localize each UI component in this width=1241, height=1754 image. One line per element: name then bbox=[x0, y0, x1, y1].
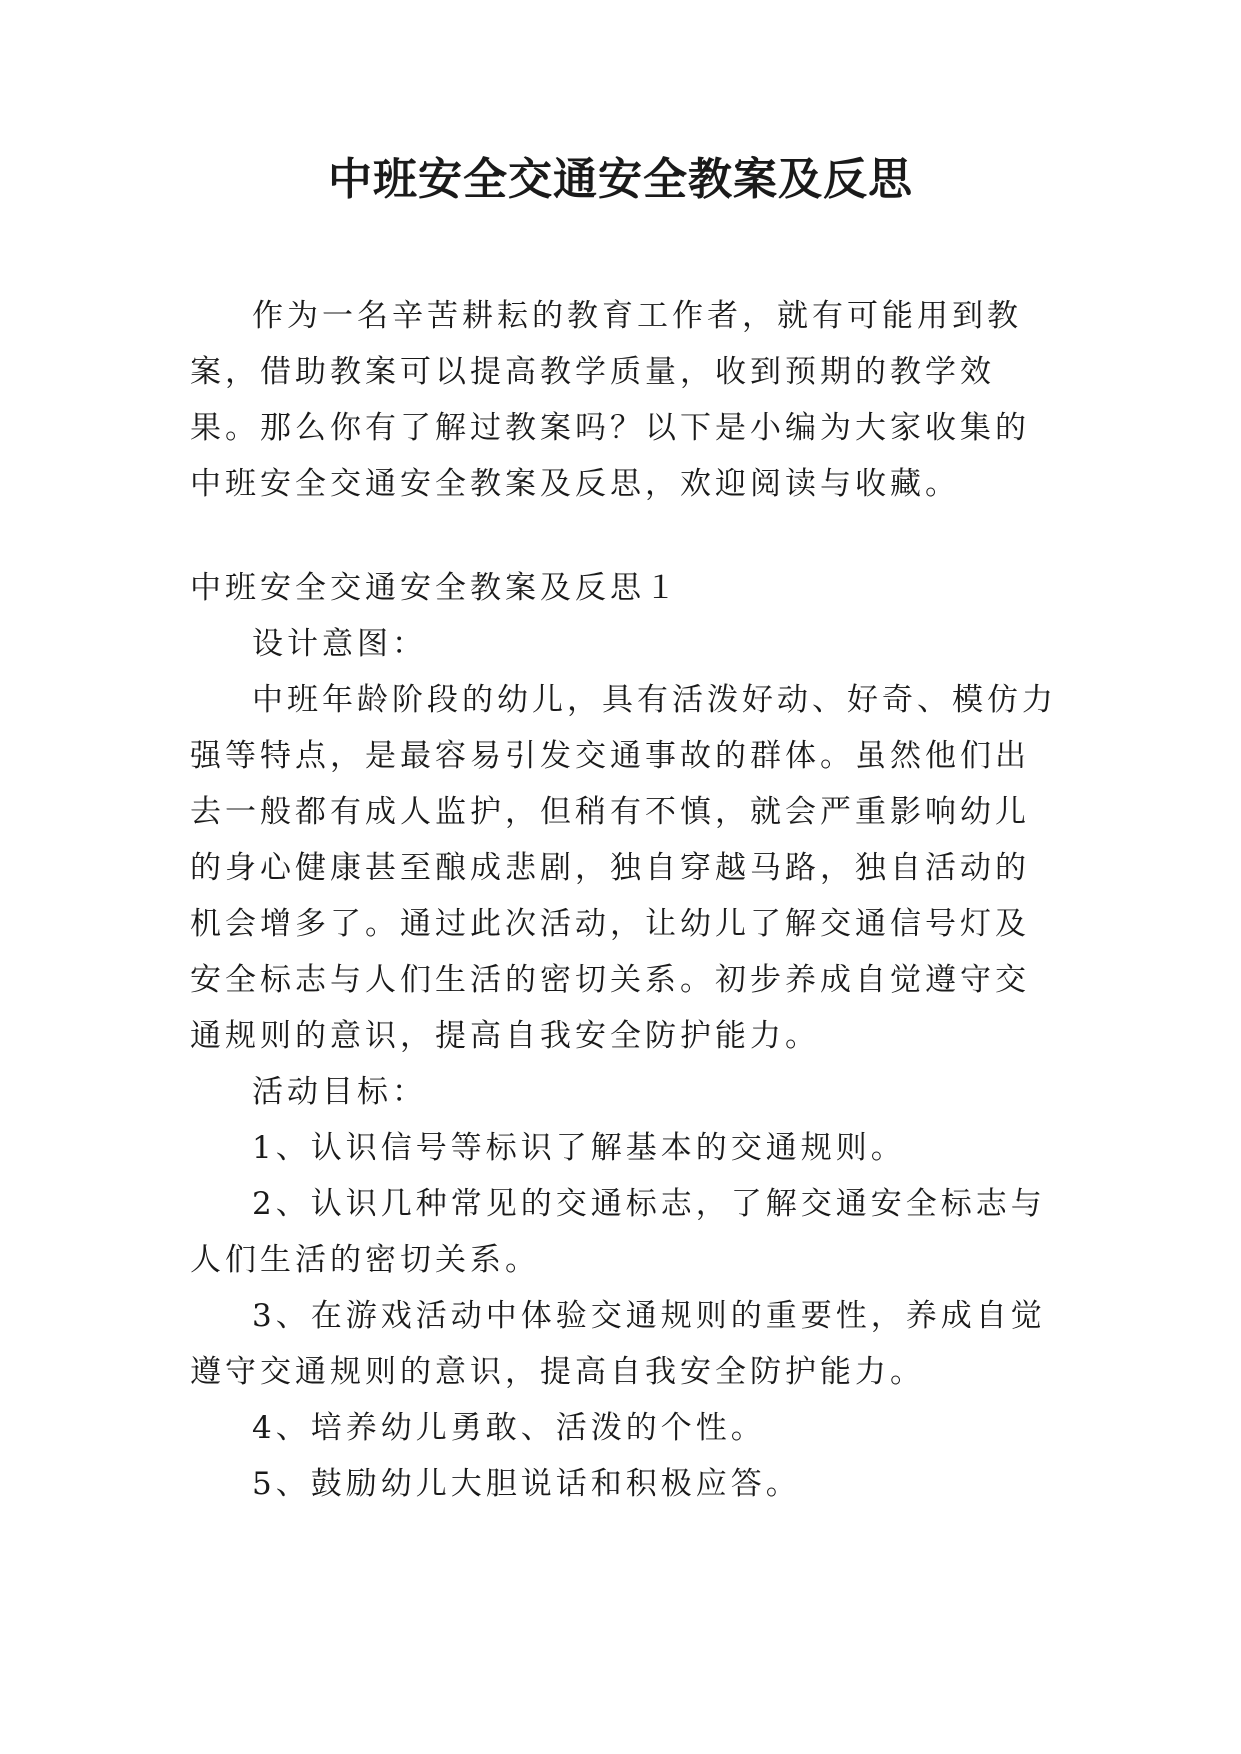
paragraph-gap bbox=[190, 512, 1058, 560]
goal-item-3: 3、在游戏活动中体验交通规则的重要性，养成自觉遵守交通规则的意识，提高自我安全防护能力。 bbox=[190, 1298, 1046, 1390]
design-intent-paragraph: 中班年龄阶段的幼儿，具有活泼好动、好奇、模仿力强等特点，是最容易引发交通事故的群体。虽然他们出去一般都有成人监护，但稍有不慎，就会严重影响幼儿的身心健康甚至酿成悲剧，独自穿越马路，独自活动的机会增多了。通过此次活动，让幼儿了解交通信号灯及安全标志与人们生活的密切关系。初步养成自觉遵守交通规则的意识，提高自我安全防护能力。 bbox=[190, 682, 1057, 1054]
intro-paragraph: 作为一名辛苦耕耘的教育工作者，就有可能用到教案，借助教案可以提高教学质量，收到预期的教学效果。那么你有了解过教案吗？以下是小编为大家收集的中班安全交通安全教案及反思，欢迎阅读与收藏。 bbox=[190, 298, 1030, 502]
design-intent-label: 设计意图： bbox=[252, 626, 427, 662]
document-body bbox=[190, 288, 1058, 1512]
document-title: 中班安全交通安全教案及反思 bbox=[328, 154, 913, 205]
goal-item-5: 5、鼓励幼儿大胆说话和积极应答。 bbox=[252, 1466, 801, 1502]
goal-item-2: 2、认识几种常见的交通标志，了解交通安全标志与人们生活的密切关系。 bbox=[190, 1186, 1046, 1278]
goal-item-4: 4、培养幼儿勇敢、活泼的个性。 bbox=[252, 1410, 766, 1446]
activity-goals-label: 活动目标： bbox=[252, 1074, 427, 1110]
section-heading: 中班安全交通安全教案及反思１ bbox=[190, 570, 680, 606]
goal-item-1: 1、认识信号等标识了解基本的交通规则。 bbox=[252, 1130, 906, 1166]
